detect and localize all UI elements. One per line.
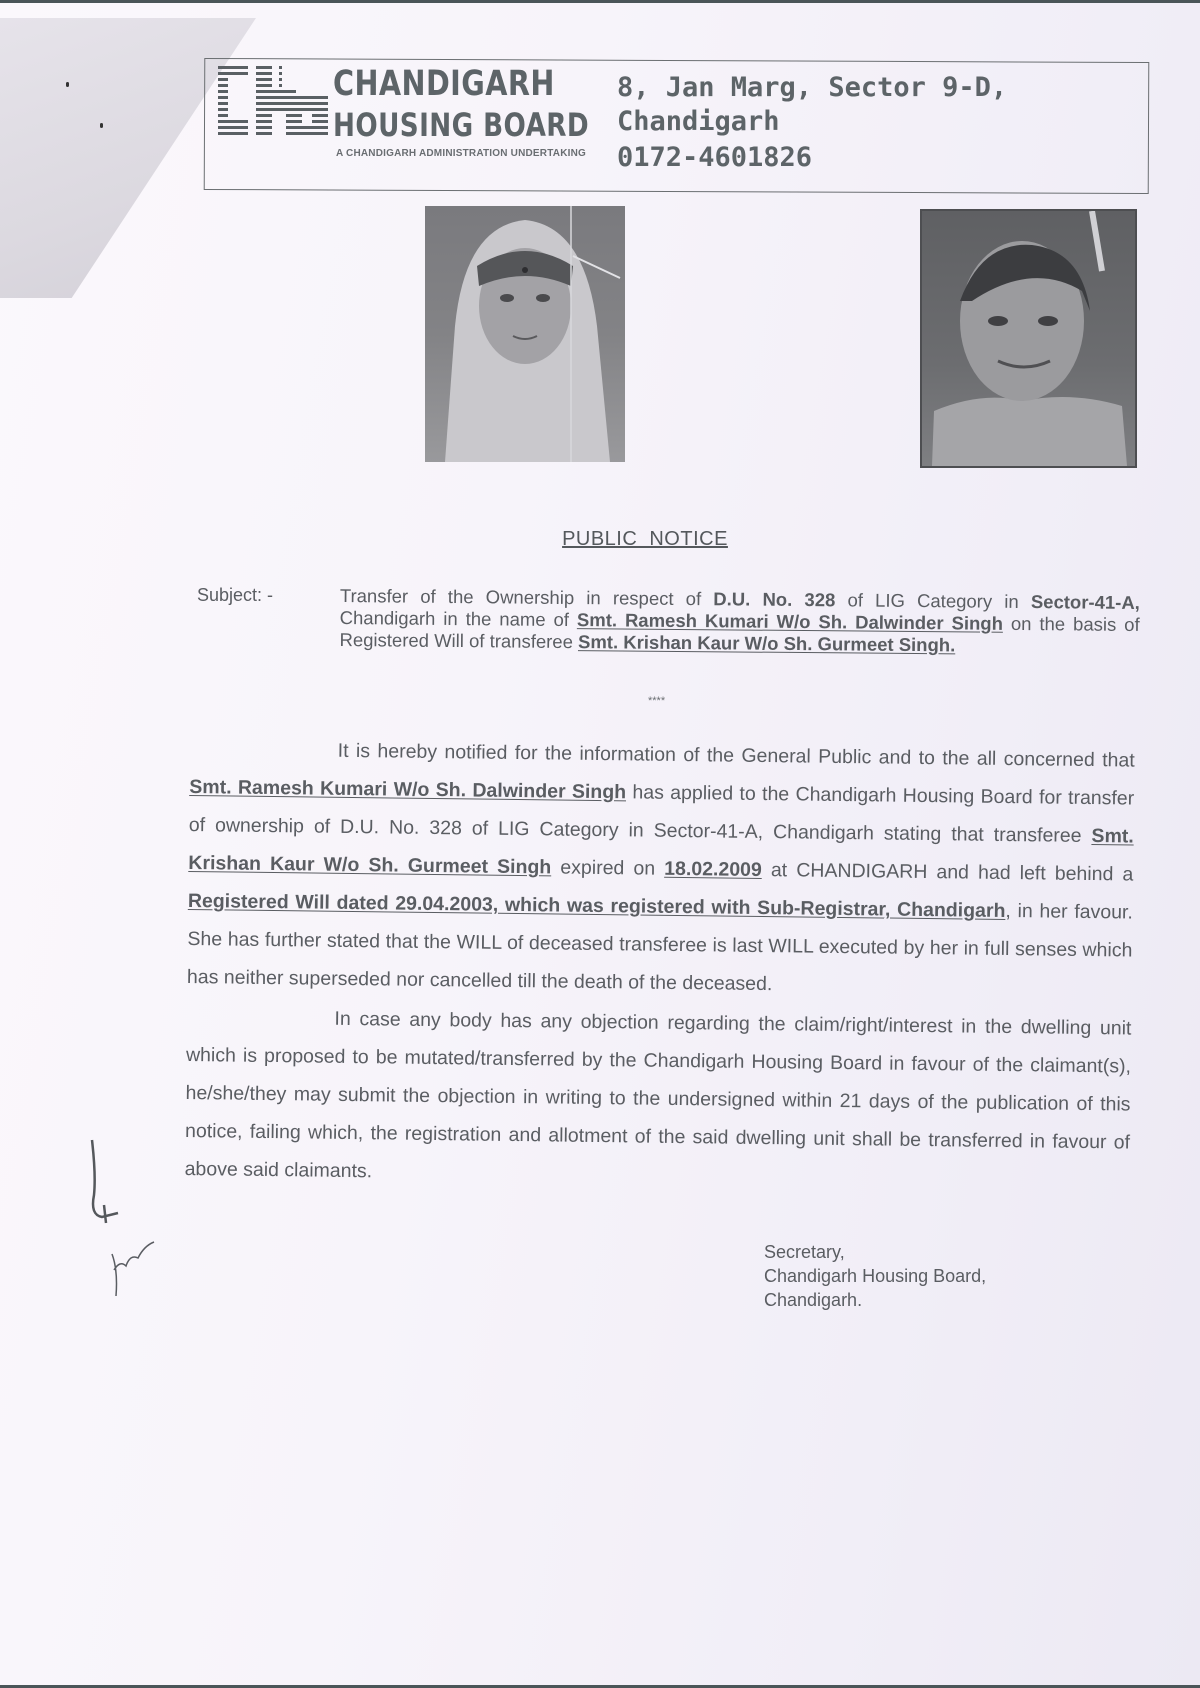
signatory-title: Secretary, <box>764 1242 845 1262</box>
subject-part: Transfer of the Ownership in respect of <box>339 585 714 610</box>
dwelling-unit-number: D.U. No. 328 <box>713 588 836 611</box>
speck <box>100 123 103 128</box>
transferee-name: Smt. Krishan Kaur W/o Sh. Gurmeet Singh. <box>577 631 956 656</box>
subject-part: on the basis of Registered Will of transferee <box>339 612 1140 653</box>
death-date: 18.02.2009 <box>664 857 762 881</box>
text: expired on <box>551 856 665 880</box>
org-name: CHANDIGARH <box>333 64 555 104</box>
phone-number: 0172-4601826 <box>617 142 813 173</box>
text: has applied to the Chandigarh Housing Board for transfer of ownership of D.U. No. 328 of LIG Category in Sector-41-A, Chandigarh stating that transferee <box>188 781 1135 848</box>
signature-block <box>764 1240 986 1312</box>
text: at CHANDIGARH and had left behind a <box>761 858 1134 886</box>
applicant-name: Smt. Ramesh Kumari W/o Sh. Dalwinder Singh <box>189 775 627 804</box>
page-title: PUBLIC NOTICE <box>562 528 728 550</box>
notice-body <box>184 730 1135 1200</box>
paragraph-1 <box>187 730 1135 1008</box>
text: , in her favour. She has further stated that the WILL of deceased transferee is last WILL executed by her in full senses which has neither superseded nor cancelled till the death of the deceased. <box>186 899 1133 996</box>
org-tagline: A CHANDIGARH ADMINISTRATION UNDERTAKING <box>336 148 587 159</box>
handwritten-initial-icon <box>82 1135 132 1225</box>
chb-logo-icon <box>218 64 328 138</box>
signatory-org: Chandigarh Housing Board, <box>764 1266 987 1286</box>
applicant-name: Smt. Ramesh Kumari W/o Sh. Dalwinder Singh <box>576 609 1004 634</box>
separator: **** <box>648 695 666 707</box>
address-line-2: Chandigarh <box>617 106 780 137</box>
photo-transferee <box>425 206 625 462</box>
handwritten-signature-icon <box>108 1240 158 1300</box>
photo-applicant <box>920 209 1137 468</box>
transferee-name: Smt. Krishan Kaur W/o Sh. Gurmeet Singh <box>188 825 1134 879</box>
text: It is hereby notified for the information of the General Public and to the all concerned that <box>337 739 1135 772</box>
subject-part: Chandigarh in the name of <box>339 606 578 631</box>
sector: Sector-41-A, <box>1030 591 1140 613</box>
speck <box>66 82 69 87</box>
paragraph-2: In case any body has any objection regarding the claim/right/interest in the dwelling unit which is proposed to be mutated/transferred by the Chandigarh Housing Board in favour of the claimant(s), he/she/they may submit the objection in writing to the undersigned within 21 days of the publication of this notice, failing which, the registration and allotment of the said dwelling unit shall be transferred in favour of above said claimants. <box>184 1007 1132 1183</box>
signatory-city: Chandigarh. <box>764 1290 863 1310</box>
address-line-1: 8, Jan Marg, Sector 9-D, <box>617 72 1008 103</box>
subject-part: of LIG Category in <box>835 589 1031 613</box>
subject-label: Subject: - <box>197 585 274 605</box>
org-name-subtitle: HOUSING BOARD <box>333 106 590 144</box>
subject-text <box>339 585 1140 658</box>
will-details: Registered Will dated 29.04.2003, which was registered with Sub-Registrar, Chandigarh <box>187 889 1006 922</box>
